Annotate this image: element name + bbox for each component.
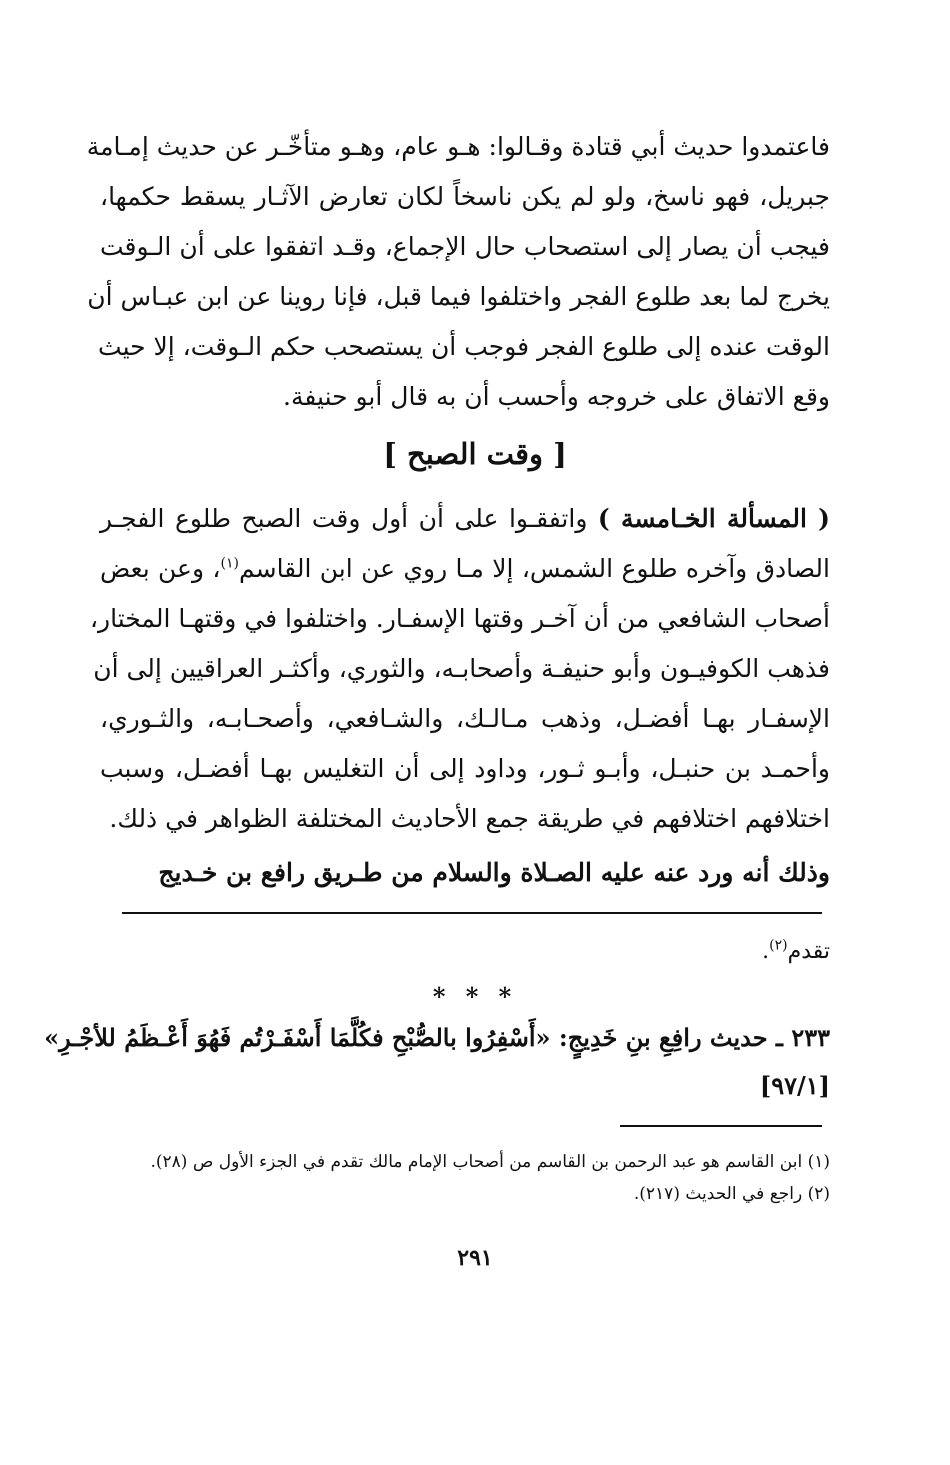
text-line: فاعتمدوا حديث أبي قتادة وقـالوا: هـو عام، وهـو متأخّـر عن حديث إمـامة — [86, 132, 830, 161]
text-line — [100, 494, 830, 544]
text-line: اختلافهم اختلافهم في طريقة جمع الأحاديث المختلفة الظواهر في ذلك. — [109, 804, 830, 833]
text-segment: واتفقـوا على أن أول وقت الصبح طلوع الفجـر — [100, 504, 598, 533]
hadith-text: ٢٣٣ ـ حديث رافِعِ بنِ خَدِيجٍ: «أَسْفِرُوا بالصُّبْحِ فكُلَّمَا أَسْفَـرْتُم فَهُوَ أَعْـظَمُ للأجْـرِ» — [44, 1023, 830, 1052]
text-line: الوقت عنده إلى طلوع الفجر فوجب أن يستصحب حكم الـوقت، إلا حيث — [98, 332, 830, 361]
text-segment: تقدم — [787, 939, 830, 964]
text-line: أصحاب الشافعي من أن آخـر وقتها الإسفـار. واختلفوا في وقتهـا المختار، — [89, 604, 830, 633]
text-line: وذلك أنه ورد عنه عليه الصـلاة والسلام من طـريق رافع بن خـديج — [158, 858, 830, 887]
footnote-divider — [620, 1125, 822, 1127]
text-segment: الصادق وآخره طلوع الشمس، إلا مـا روي عن ابن القاسم — [238, 554, 830, 583]
text-line — [100, 544, 830, 594]
paragraph-fifth-issue — [89, 494, 830, 844]
section-heading: [ وقت الصبح ] — [383, 437, 567, 471]
text-line: يخرج لما بعد طلوع الفجر واختلفوا فيما قبل، فإنا روينا عن ابن عبـاس أن — [87, 282, 830, 311]
text-line: جبريل، فهو ناسخ، ولو لم يكن ناسخاً لكان تعارض الآثـار يسقط حكمها، — [100, 182, 830, 211]
text-line: وقع الاتفاق على خروجه وأحسب أن به قال أبو حنيفة. — [283, 382, 830, 411]
text-segment: . — [762, 939, 770, 964]
footnote-marker: (١) — [220, 555, 239, 572]
page-number: ٢٩١ — [457, 1245, 493, 1271]
preceded-note — [100, 932, 830, 972]
text-line: فيجب أن يصار إلى استصحاب حال الإجماع، وقـد اتفقوا على أن الـوقت — [100, 232, 830, 261]
paragraph-rafi-narration — [90, 848, 830, 898]
issue-label: ( المسألة الخـامسة ) — [597, 504, 830, 533]
hadith-entry — [44, 1014, 830, 1110]
section-divider — [122, 912, 822, 914]
text-line: وأحمـد بن حنبـل، وأبـو ثـور، وداود إلى أن التغليس بهـا أفضـل، وسبب — [100, 754, 830, 783]
paragraph-prayer-time-discussion — [86, 122, 830, 422]
footnotes — [100, 1146, 830, 1210]
hadith-reference: [٩٧/١] — [759, 1071, 830, 1100]
text-line: الإسفـار بهـا أفضـل، وذهب مـالـك، والشـافعي، وأصحـابـه، والثـوري، — [100, 704, 830, 733]
footnote-1: (١) ابن القاسم هو عبد الرحمن بن القاسم من أصحاب الإمام مالك تقدم في الجزء الأول ص (٢٨). — [150, 1152, 830, 1172]
footnote-2: (٢) راجع في الحديث (٢١٧). — [633, 1184, 830, 1204]
text-segment: ، وعن بعض — [100, 554, 221, 583]
text-line: فذهب الكوفيـون وأبو حنيفـة وأصحابـه، والثوري، وأكثـر العراقيين إلى أن — [93, 654, 830, 683]
footnote-marker: (٢) — [769, 937, 788, 954]
asterism-separator: * * * — [432, 982, 518, 1011]
